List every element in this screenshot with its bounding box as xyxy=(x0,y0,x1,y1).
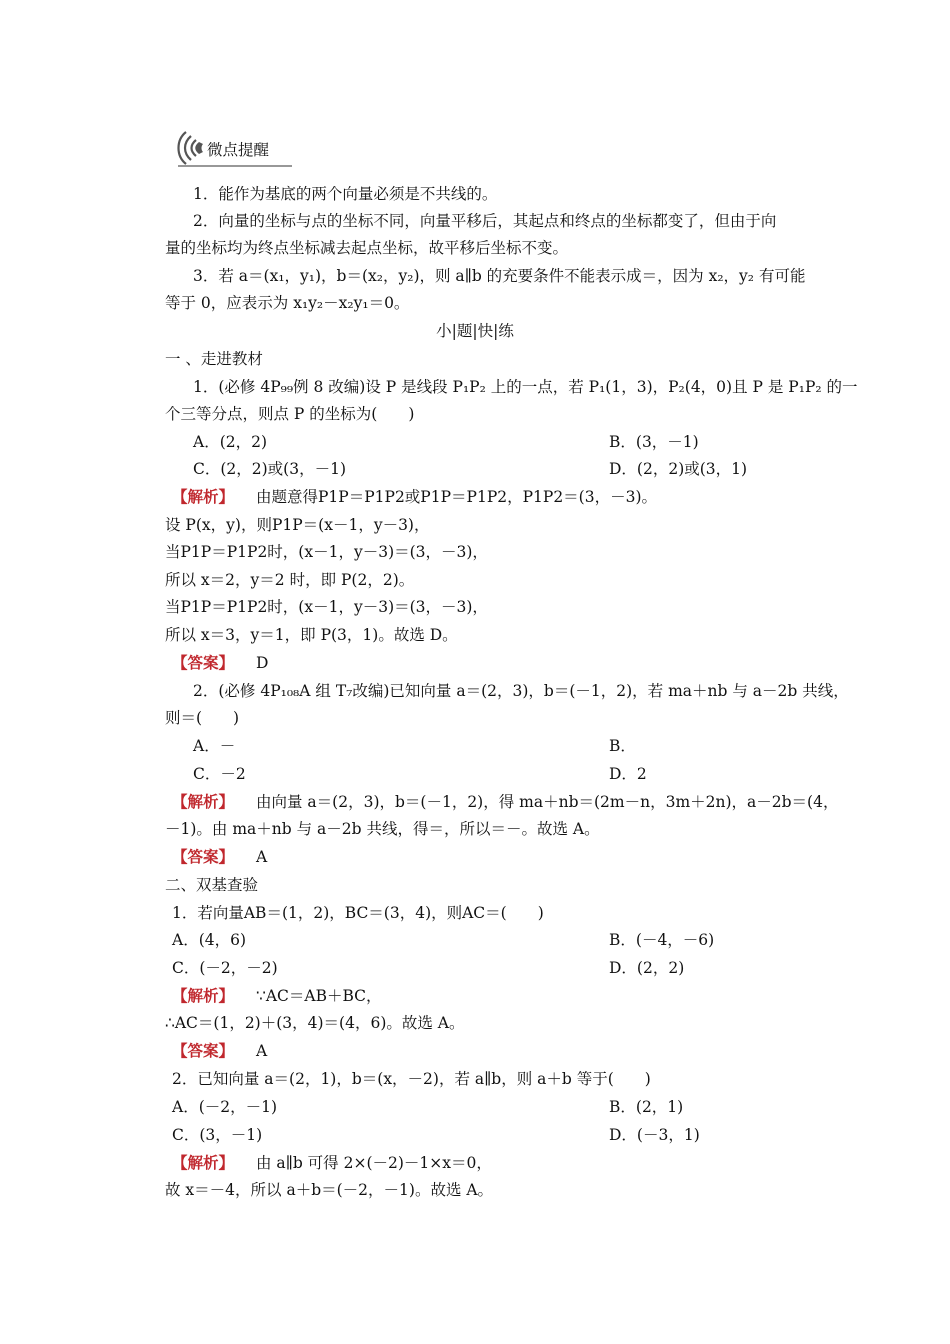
s1-q1-answer-label: 【答案】 xyxy=(172,653,235,672)
s2-q1-answer-label: 【答案】 xyxy=(172,1041,235,1060)
s1-q1-answer: D xyxy=(256,654,269,672)
s2-q1-analysis-label: 【解析】 xyxy=(172,986,235,1005)
s1-q1-analysis-6: 所以 x＝3，y＝1，即 P(3，1)。故选 D。 xyxy=(165,626,458,644)
s1-q1-analysis-label: 【解析】 xyxy=(172,487,235,506)
s1-q2-analysis-1: 由向量 a＝(2，3)，b＝(－1，2)，得 ma＋nb＝(2m－n，3m＋2n)，a－2b＝(4， xyxy=(256,793,839,811)
s1-q2-analysis-2: －1)。由 ma＋nb 与 a－2b 共线，得＝，所以＝－。故选 A。 xyxy=(165,820,600,838)
s2-q1-answer: A xyxy=(256,1042,268,1060)
s2-q1-analysis-1: ∵AC＝AB＋BC， xyxy=(256,987,382,1005)
s1-q2-option-c: C．－2 xyxy=(193,765,246,783)
note-2-line2: 量的坐标均为终点坐标减去起点坐标，故平移后坐标不变。 xyxy=(165,239,569,257)
s1-q1-option-c: C．(2，2)或(3，－1) xyxy=(193,460,346,478)
s1-q2-answer: A xyxy=(256,848,268,866)
s2-q1-option-d: D．(2，2) xyxy=(609,959,685,977)
note-3-line1: 3．若 a＝(x₁，y₁)，b＝(x₂，y₂)，则 a∥b 的充要条件不能表示成＝，因为 x₂，y₂ 有可能 xyxy=(193,267,806,285)
s2-q2-option-a: A．(－2，－1) xyxy=(172,1098,278,1116)
s1-q1-analysis-4: 所以 x＝2，y＝2 时，即 P(2，2)。 xyxy=(165,571,415,589)
s2-q1-option-c: C．(－2，－2) xyxy=(172,959,278,977)
s1-q1-analysis-5: 当P1P＝P1P2时，(x－1，y－3)＝(3，－3)， xyxy=(165,598,488,616)
s2-q2-option-b: B．(2，1) xyxy=(609,1098,684,1116)
s2-q1-analysis-2: ∴AC＝(1，2)＋(3，4)＝(4，6)。故选 A。 xyxy=(165,1014,465,1032)
s1-q2-option-b: B． xyxy=(609,737,636,755)
s2-q1-option-b: B．(－4，－6) xyxy=(609,931,715,949)
s1-q1-option-b: B．(3，－1) xyxy=(609,433,699,451)
section-title: 小|题|快|练 xyxy=(436,322,514,340)
s1-q2-stem-line1: 2．(必修 4P₁₀₈A 组 T₇改编)已知向量 a＝(2，3)，b＝(－1，2)，若 ma＋nb 与 a－2b 共线， xyxy=(193,682,849,700)
s1-q1-option-a: A．(2，2) xyxy=(193,433,268,451)
s1-q1-analysis-1: 由题意得P1P＝P1P2或P1P＝P1P2，P1P2＝(3，－3)。 xyxy=(256,488,658,506)
section2-heading: 二、双基查验 xyxy=(165,876,259,894)
s1-q2-answer-label: 【答案】 xyxy=(172,847,235,866)
s2-q2-option-d: D．(－3，1) xyxy=(609,1126,700,1144)
s1-q1-option-d: D．(2，2)或(3，1) xyxy=(609,460,748,478)
s1-q1-stem-line1: 1．(必修 4P₉₉例 8 改编)设 P 是线段 P₁P₂ 上的一点，若 P₁(1，3)，P₂(4，0)且 P 是 P₁P₂ 的一 xyxy=(193,378,858,396)
s2-q2-analysis-label: 【解析】 xyxy=(172,1153,235,1172)
s1-q1-stem-line2: 个三等分点，则点 P 的坐标为( ) xyxy=(165,405,415,423)
section1-heading: 一 、走进教材 xyxy=(165,350,263,368)
s1-q1-analysis-2: 设 P(x，y)，则P1P＝(x－1，y－3)， xyxy=(165,516,430,534)
s2-q2-option-c: C．(3，－1) xyxy=(172,1126,263,1144)
note-3-line2: 等于 0，应表示为 x₁y₂－x₂y₁＝0。 xyxy=(165,294,410,312)
s1-q2-analysis-label: 【解析】 xyxy=(172,792,235,811)
s1-q2-option-d: D．2 xyxy=(609,765,647,783)
s2-q1-stem: 1．若向量AB＝(1，2)，BC＝(3，4)，则AC＝( ) xyxy=(172,904,544,922)
s1-q2-stem-line2: 则＝( ) xyxy=(165,709,240,727)
s1-q2-option-a: A．－ xyxy=(193,737,236,755)
s2-q2-analysis-2: 故 x＝－4，所以 a＋b＝(－2，－1)。故选 A。 xyxy=(165,1181,494,1199)
s2-q2-analysis-1: 由 a∥b 可得 2×(－2)－1×x＝0， xyxy=(256,1154,492,1172)
note-1: 1．能作为基底的两个向量必须是不共线的。 xyxy=(193,185,498,203)
section-header-title: 微点提醒 xyxy=(207,141,270,159)
s2-q2-stem: 2．已知向量 a＝(2，1)，b＝(x，－2)，若 a∥b，则 a＋b 等于( ) xyxy=(172,1070,651,1088)
s1-q1-analysis-3: 当P1P＝P1P2时，(x－1，y－3)＝(3，－3)， xyxy=(165,543,488,561)
s2-q1-option-a: A．(4，6) xyxy=(172,931,247,949)
note-2-line1: 2．向量的坐标与点的坐标不同，向量平移后，其起点和终点的坐标都变了，但由于向 xyxy=(193,212,777,230)
